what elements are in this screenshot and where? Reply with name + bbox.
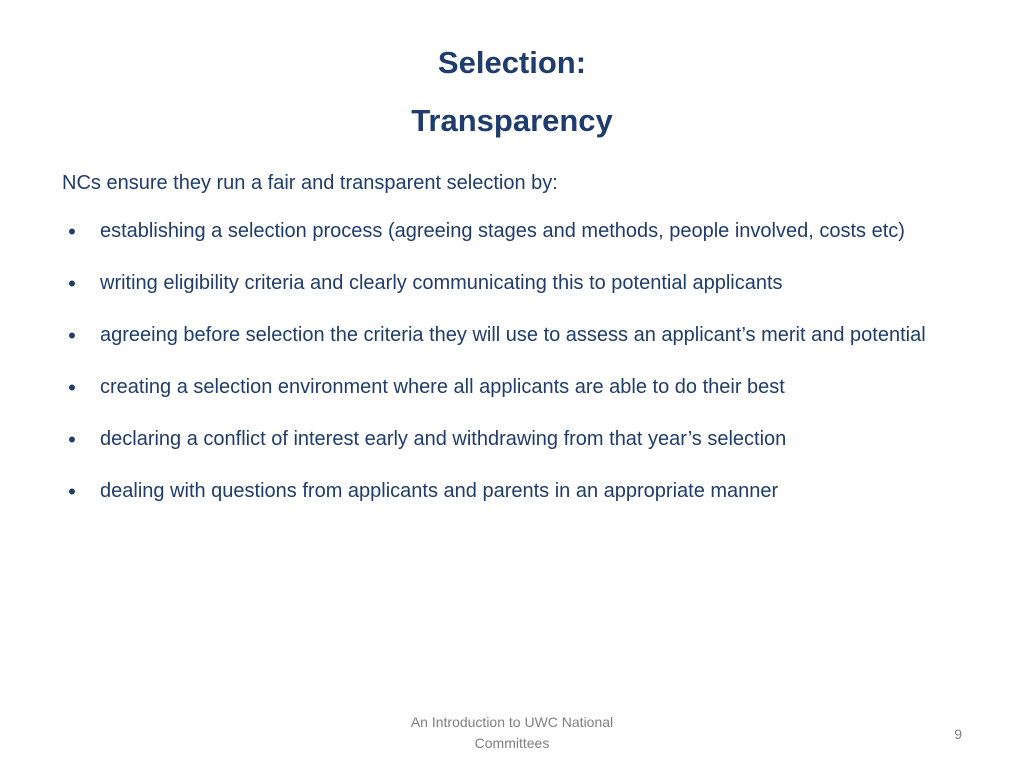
slide-subtitle: Transparency <box>411 103 613 138</box>
bullet-text: declaring a conflict of interest early and withdrawing from that year’s selection <box>100 428 787 450</box>
bullet-text: creating a selection environment where all applicants are able to do their best <box>100 376 785 398</box>
slide-content <box>62 168 962 525</box>
bullet-icon: • <box>68 219 76 244</box>
bullet-item <box>62 317 962 354</box>
bullet-icon: • <box>68 479 76 504</box>
footer-line-2: Committees <box>474 735 550 751</box>
bullet-text: writing eligibility criteria and clearly communicating this to potential applicants <box>100 272 783 294</box>
intro-text: NCs ensure they run a fair and transparent selection by: <box>62 172 558 194</box>
bullet-text: agreeing before selection the criteria they will use to assess an applicant’s merit and potential <box>100 324 926 346</box>
bullet-icon: • <box>68 375 76 400</box>
bullet-text: establishing a selection process (agreeing stages and methods, people involved, costs etc) <box>100 220 905 242</box>
slide-footer <box>360 712 664 754</box>
page-number: 9 <box>954 726 962 742</box>
bullet-icon: • <box>68 323 76 348</box>
bullet-item <box>62 369 962 406</box>
footer-line-1: An Introduction to UWC National <box>410 714 614 730</box>
bullet-item <box>62 265 962 302</box>
bullet-item <box>62 473 962 510</box>
bullet-list <box>62 213 962 510</box>
bullet-icon: • <box>68 271 76 296</box>
slide-title: Selection: <box>437 45 587 80</box>
bullet-text: dealing with questions from applicants and parents in an appropriate manner <box>100 480 779 502</box>
bullet-icon: • <box>68 427 76 452</box>
bullet-item <box>62 421 962 458</box>
bullet-item <box>62 213 962 250</box>
